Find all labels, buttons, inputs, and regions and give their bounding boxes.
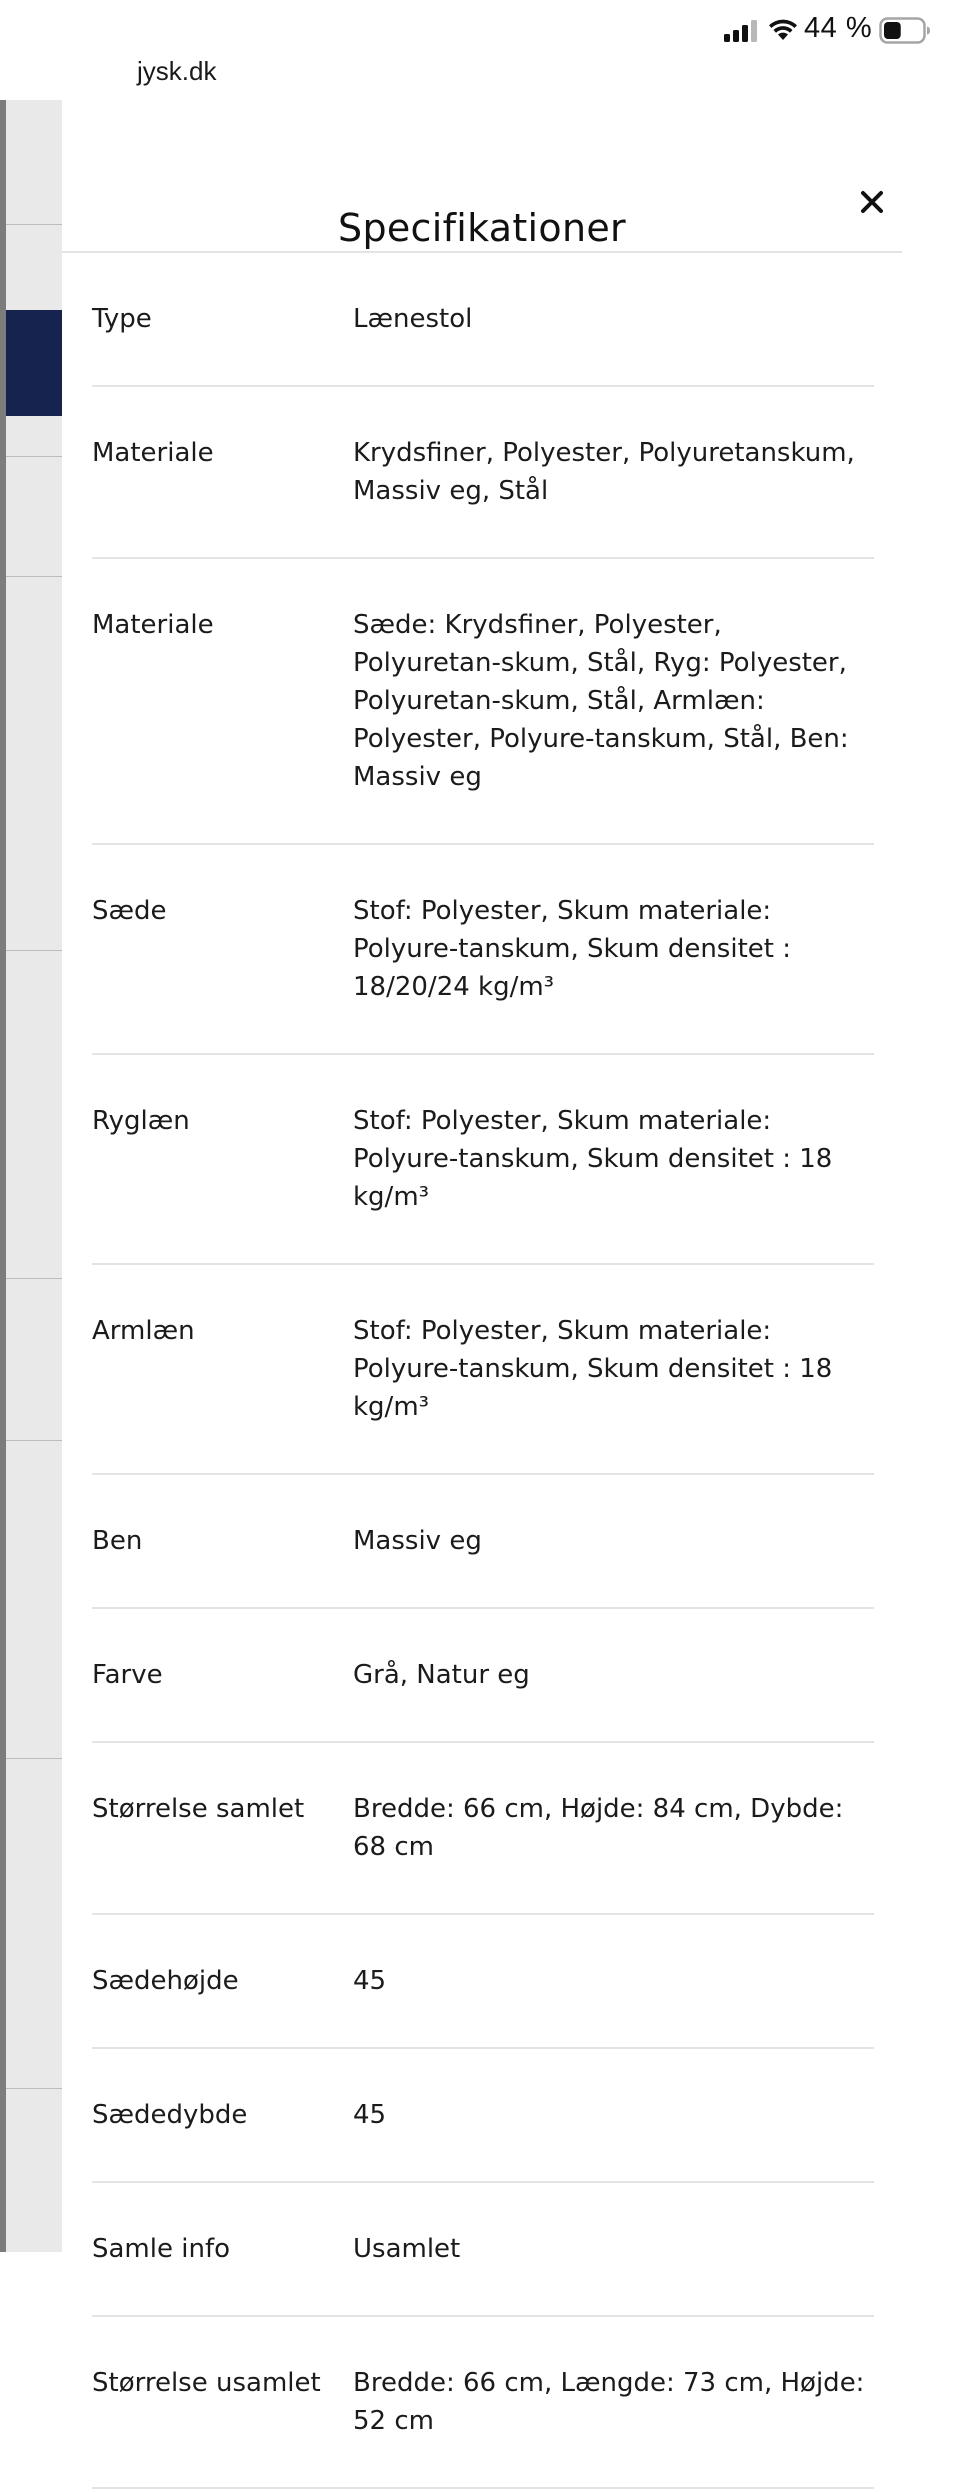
spec-label: Sædehøjde: [92, 1966, 239, 1996]
spec-value: Stof: Polyester, Skum materiale: Polyure-tanskum, Skum densitet : 18/20/24 kg/m³: [353, 896, 791, 1002]
spec-label: Farve: [92, 1660, 163, 1690]
spec-value: Bredde: 66 cm, Længde: 73 cm, Højde: 52 cm: [353, 2368, 865, 2436]
spec-value: Grå, Natur eg: [353, 1660, 530, 1690]
background-divider: [0, 224, 62, 225]
spec-value: Stof: Polyester, Skum materiale: Polyure-tanskum, Skum densitet : 18 kg/m³: [353, 1316, 833, 1422]
spec-label: Ben: [92, 1526, 143, 1556]
spec-row: [92, 1475, 874, 1609]
background-divider: [0, 1278, 62, 1279]
spec-label: Type: [92, 304, 152, 334]
spec-row: [92, 387, 874, 559]
spec-row: [92, 845, 874, 1055]
spec-label: Sædedybde: [92, 2100, 248, 2130]
battery-icon: [879, 17, 931, 44]
spec-label: Materiale: [92, 610, 214, 640]
wifi-icon: [767, 16, 799, 42]
spec-row: [92, 253, 874, 387]
spec-row: [92, 1609, 874, 1743]
spec-value: 45: [353, 1966, 387, 1996]
background-page-edge: [0, 100, 62, 2252]
spec-label: Ryglæn: [92, 1106, 190, 1136]
background-divider: [0, 576, 62, 577]
spec-row: [92, 2183, 874, 2317]
spec-value: Bredde: 66 cm, Højde: 84 cm, Dybde: 68 cm: [353, 1794, 844, 1862]
spec-label: Størrelse samlet: [92, 1794, 305, 1824]
spec-label: Størrelse usamlet: [92, 2368, 321, 2398]
spec-row: [92, 1743, 874, 1915]
close-icon[interactable]: [852, 182, 892, 222]
specification-list: [92, 253, 874, 2489]
background-divider: [0, 456, 62, 457]
spec-row: [92, 2049, 874, 2183]
spec-label: Samle info: [92, 2234, 231, 2264]
background-banner: [0, 310, 62, 416]
spec-row: [92, 1055, 874, 1265]
spec-value: Usamlet: [353, 2234, 461, 2264]
spec-row: [92, 2317, 874, 2489]
background-divider: [0, 1440, 62, 1441]
modal-title: Specifikationer: [338, 205, 626, 250]
spec-value: Massiv eg: [353, 1526, 482, 1556]
battery-percent: 44 %: [804, 12, 873, 44]
background-divider: [0, 2088, 62, 2089]
spec-row: [92, 1915, 874, 2049]
spec-value: Krydsfiner, Polyester, Polyuretanskum, Massiv eg, Stål: [353, 438, 855, 506]
spec-row: [92, 1265, 874, 1475]
spec-value: Lænestol: [353, 304, 473, 334]
status-bar: [0, 0, 960, 54]
background-divider: [0, 950, 62, 951]
url-text[interactable]: jysk.dk: [137, 56, 217, 86]
spec-label: Materiale: [92, 438, 214, 468]
spec-value: 45: [353, 2100, 387, 2130]
browser-address-bar[interactable]: [0, 54, 960, 101]
spec-row: [92, 559, 874, 845]
overlay-edge: [0, 100, 6, 2252]
spec-label: Armlæn: [92, 1316, 195, 1346]
background-divider: [0, 1758, 62, 1759]
spec-value: Stof: Polyester, Skum materiale: Polyure-tanskum, Skum densitet : 18 kg/m³: [353, 1106, 833, 1212]
spec-label: Sæde: [92, 896, 167, 926]
specifications-modal: [62, 100, 960, 2436]
battery-fill: [884, 22, 901, 39]
cellular-signal-icon: [724, 20, 758, 42]
spec-value: Sæde: Krydsfiner, Polyester, Polyuretan-skum, Stål, Ryg: Polyester, Polyuretan-skum, Stål, Armlæn: Polyester, Polyure-tanskum, Stål, Ben: Massiv eg: [353, 610, 849, 792]
